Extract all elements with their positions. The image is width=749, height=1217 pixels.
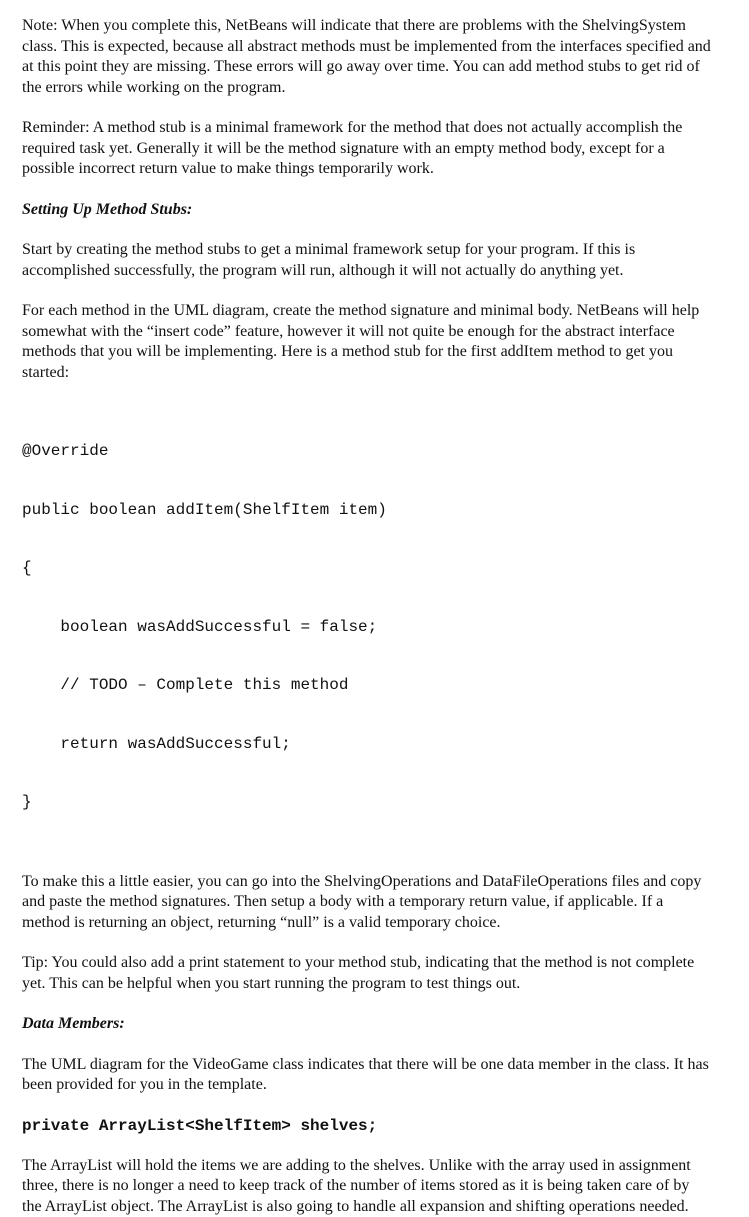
start-paragraph: Start by creating the method stubs to get a minimal framework setup for your program. If this is accomplished successfully, the program will run, although it will not actually do anything yet. bbox=[22, 240, 712, 281]
for-each-paragraph: For each method in the UML diagram, create the method signature and minimal body. NetBeans will help somewhat with the “insert code” feature, however it will not quite be enough for the abstract interface methods that you will be implementing. Here is a method stub for the first addItem method to get you started: bbox=[22, 301, 712, 383]
tip-paragraph: Tip: You could also add a print statement to your method stub, indicating that the method is not complete yet. This can be helpful when you start running the program to test things out. bbox=[22, 953, 712, 994]
data-members-heading: Data Members: bbox=[22, 1014, 712, 1035]
code-line: { bbox=[22, 559, 712, 579]
note-paragraph: Note: When you complete this, NetBeans will indicate that there are problems with the ShelvingSystem class. This is expected, because all abstract methods must be implemented from the interfaces specified and at this point they are missing. These errors will go away over time. You can add method stubs to get rid of the errors while working on the program. bbox=[22, 16, 712, 98]
code-line: boolean wasAddSuccessful = false; bbox=[22, 618, 712, 638]
make-easier-paragraph: To make this a little easier, you can go into the ShelvingOperations and DataFileOperations files and copy and paste the method signatures. Then setup a body with a temporary return value, if applicable. If a method is returning an object, returning “null” is a valid temporary choice. bbox=[22, 872, 712, 934]
code-line: public boolean addItem(ShelfItem item) bbox=[22, 501, 712, 521]
data-member-declaration: private ArrayList<ShelfItem> shelves; bbox=[22, 1116, 712, 1136]
code-line: // TODO – Complete this method bbox=[22, 676, 712, 696]
code-line: } bbox=[22, 793, 712, 813]
reminder-paragraph: Reminder: A method stub is a minimal framework for the method that does not actually accomplish the required task yet. Generally it will be the method signature with an empty method body, except for a possible incorrect return value to make things temporarily work. bbox=[22, 118, 712, 180]
document-page bbox=[22, 16, 712, 1217]
code-line: return wasAddSuccessful; bbox=[22, 735, 712, 755]
method-stub-code bbox=[22, 403, 712, 852]
method-stubs-heading: Setting Up Method Stubs: bbox=[22, 200, 712, 221]
arraylist-paragraph: The ArrayList will hold the items we are adding to the shelves. Unlike with the array used in assignment three, there is no longer a need to keep track of the number of items stored as it is being taken care of by the ArrayList object. The ArrayList is also going to handle all expansion and shifting operations needed. bbox=[22, 1156, 712, 1217]
uml-videogame-paragraph: The UML diagram for the VideoGame class indicates that there will be one data member in the class. It has been provided for you in the template. bbox=[22, 1055, 712, 1096]
code-line: @Override bbox=[22, 442, 712, 462]
